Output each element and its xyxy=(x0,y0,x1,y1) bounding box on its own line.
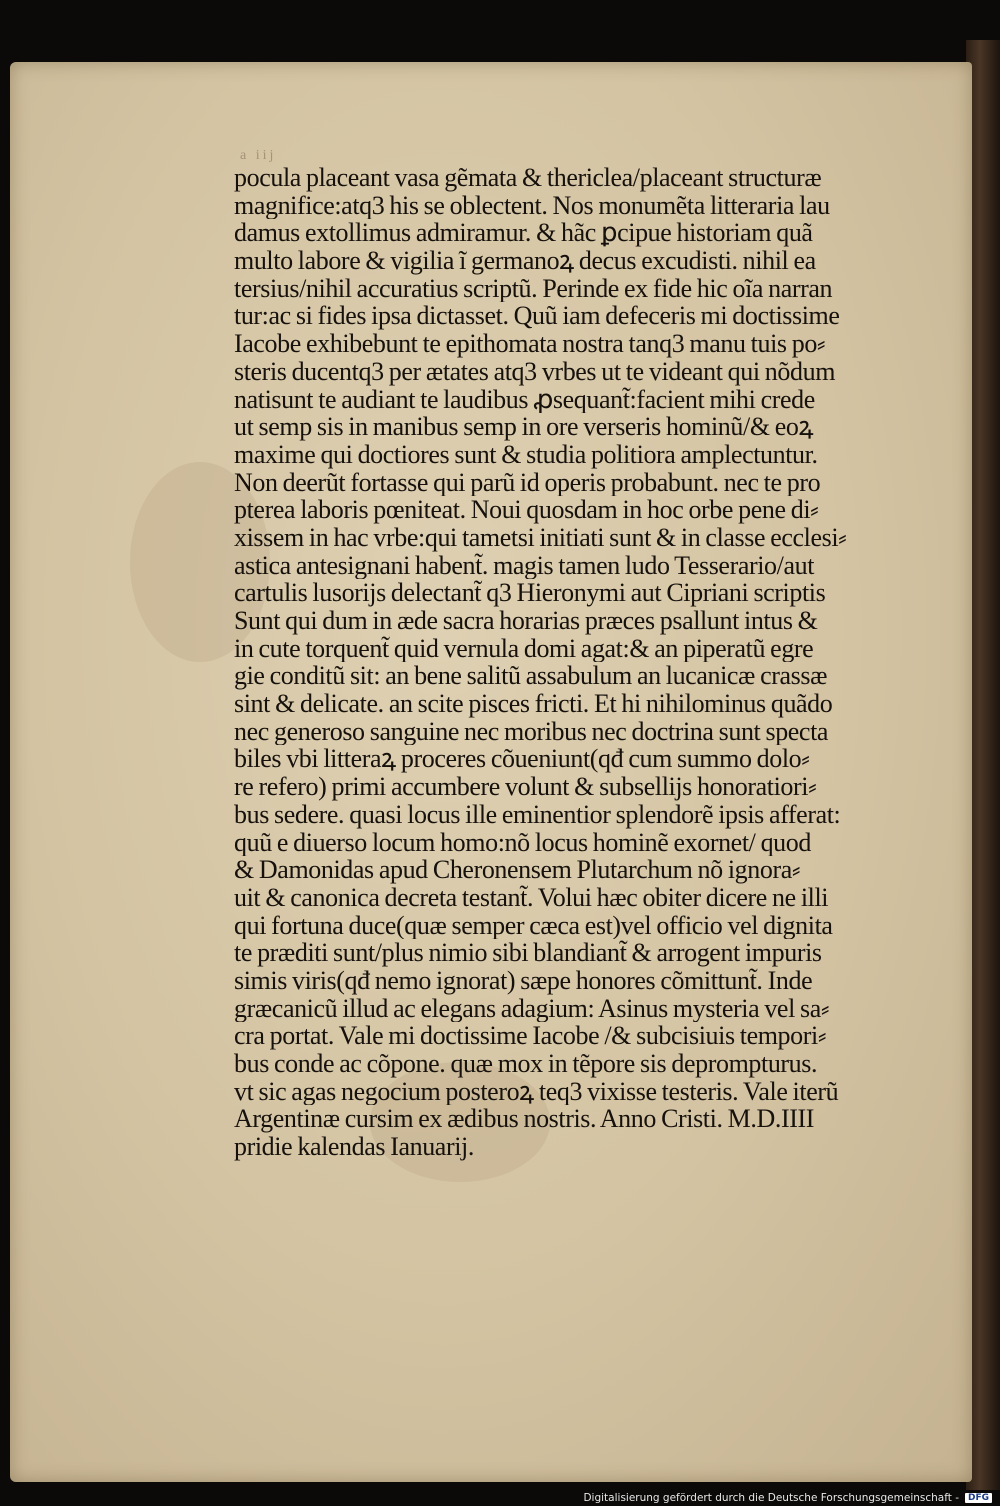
text-line: qui fortuna duce(quæ semper cæca est)vel officio vel dignita xyxy=(234,911,833,940)
text-line: magnifice:atq3 his se oblectent. Nos monumẽta litteraria lau xyxy=(234,191,830,220)
text-line: maxime qui doctiores sunt & studia politiora amplectuntur. xyxy=(234,440,818,469)
text-line: Non deerũt fortasse qui parũ id operis probabunt. nec te pro xyxy=(234,468,821,497)
text-line: ut semp sis in manibus semp in ore verseris hominũ/& eoꝝ xyxy=(234,413,814,441)
text-line: & Damonidas apud Cheronensem Plutarchum nõ ignora⸗ xyxy=(234,856,801,884)
text-line: pocula placeant vasa gẽmata & thericlea/placeant structuræ xyxy=(234,164,822,192)
text-line: re refero) primi accumbere volunt & subsellijs honoratiori⸗ xyxy=(234,773,817,801)
text-line: Sunt qui dum in æde sacra horarias præces psallunt intus & xyxy=(234,607,818,635)
text-line: vt sic agas negocium posteroꝝ teq3 vixisse testeris. Vale iterũ xyxy=(234,1077,839,1106)
text-line: steris ducentq3 per ætates atq3 vrbes ut te videant qui nõdum xyxy=(234,357,836,386)
text-line: pterea laboris pœniteat. Noui quosdam in hoc orbe pene di⸗ xyxy=(234,496,819,524)
text-line: bus conde ac cõpone. quæ mox in tẽpore sis deprompturus. xyxy=(234,1050,818,1078)
text-line: te præditi sunt/plus nimio sibi blandiant̃ & arrogent impuris xyxy=(234,939,822,967)
text-line: pridie kalendas Ianuarij. xyxy=(234,1133,474,1161)
text-line: uit & canonica decreta testant̃. Volui hæc obiter dicere ne illi xyxy=(234,883,829,912)
text-line: Iacobe exhibebunt te epithomata nostra tanq3 manu tuis po⸗ xyxy=(234,330,826,358)
text-line: cra portat. Vale mi doctissime Iacobe /& subcisiuis tempori⸗ xyxy=(234,1022,827,1050)
text-line: simis viris(qđ nemo ignorat) sæpe honores cõmittunt̃. Inde xyxy=(234,966,813,995)
text-line: astica antesignani habent̃. magis tamen ludo Tesserario/aut xyxy=(234,551,815,580)
footer-credit-bar xyxy=(583,1492,992,1504)
text-line: græcanicũ illud ac elegans adagium: Asinus mysteria vel sa⸗ xyxy=(234,994,830,1023)
body-text xyxy=(234,164,934,1161)
folio-mark: a iij xyxy=(240,148,277,163)
text-line: in cute torquent̃ quid vernula domi agat:& an piperatũ egre xyxy=(234,634,814,663)
text-line: quũ e diuerso locum homo:nõ locus hominẽ exornet/ quod xyxy=(234,828,811,857)
footer-credit-text: Digitalisierung gefördert durch die Deutsche Forschungsgemeinschaft - xyxy=(583,1492,959,1504)
text-line: tersius/nihil accuratius scriptũ. Perinde ex fide hic oĩa narran xyxy=(234,274,833,303)
text-line: biles vbi litteraꝝ proceres cõueniunt(qđ cum summo dolo⸗ xyxy=(234,745,810,774)
text-line: bus sedere. quasi locus ille eminentior splendorẽ ipsis afferat: xyxy=(234,800,841,829)
text-line: gie conditũ sit: an bene salitũ assabulum an lucanicæ crassæ xyxy=(234,662,828,691)
text-line: cartulis lusorijs delectant̃ q3 Hieronymi aut Cipriani scriptis xyxy=(234,579,826,607)
text-line: nec generoso sanguine nec moribus nec doctrina sunt specta xyxy=(234,717,829,746)
dfg-logo: DFG xyxy=(965,1493,992,1503)
text-line: Argentinæ cursim ex ædibus nostris. Anno Cristi. M.D.IIII xyxy=(234,1105,814,1134)
text-line: damus extollimus admiramur. & hãc ꝑcipue historiam quã xyxy=(234,219,813,248)
text-line: natisunt te audiant te laudibus ꝓsequant̃:facient mihi crede xyxy=(234,385,815,414)
text-line: tur:ac si fides ipsa dictasset. Quũ iam defeceris mi doctissime xyxy=(234,302,840,331)
text-line: xissem in hac vrbe:qui tametsi initiati sunt & in classe ecclesi⸗ xyxy=(234,523,847,552)
text-line: multo labore & vigilia ĩ germanoꝝ decus excudisti. nihil ea xyxy=(234,247,816,275)
text-line: sint & delicate. an scite pisces fricti. Et hi nihilominus quãdo xyxy=(234,690,833,718)
